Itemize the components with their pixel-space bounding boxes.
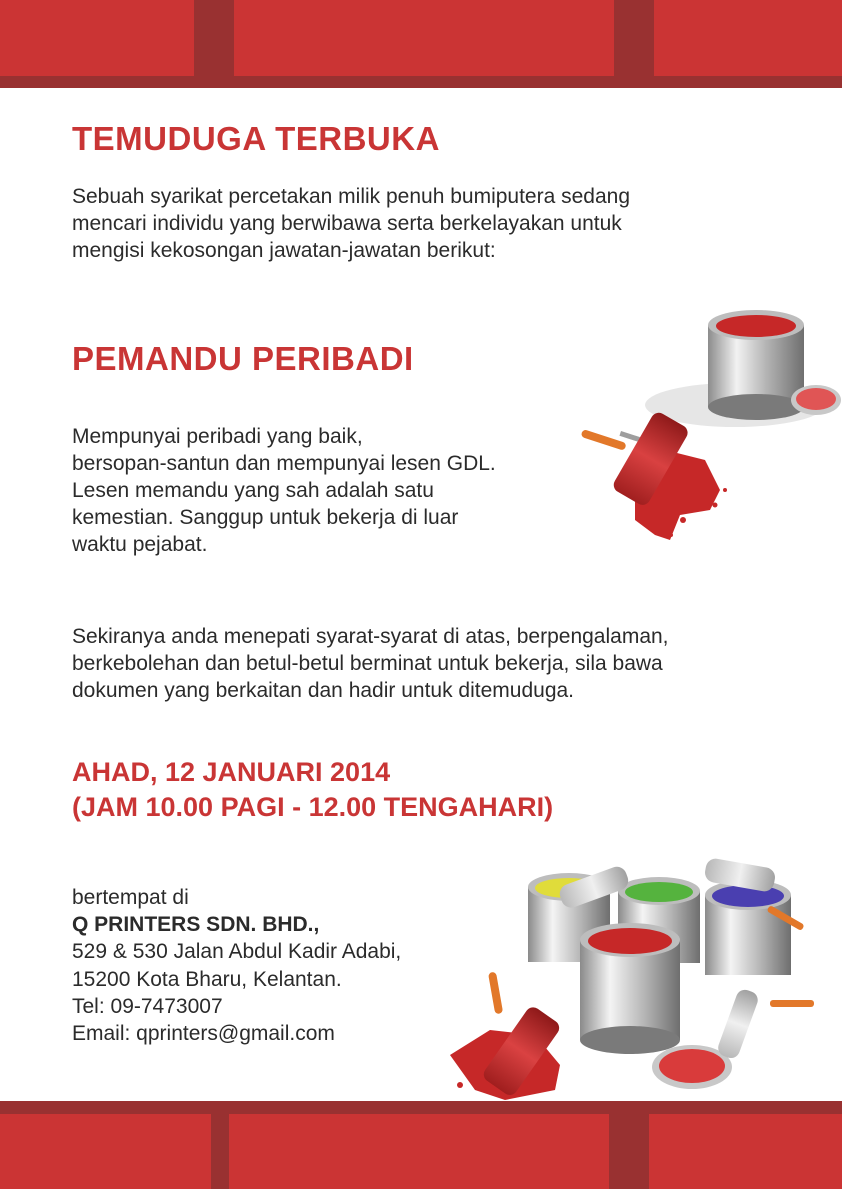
paint-can-with-roller-icon: [575, 295, 842, 555]
interview-date: AHAD, 12 JANUARI 2014: [72, 757, 391, 787]
invitation-paragraph: Sekiranya anda menepati syarat-syarat di atas, berpengalaman, berkebolehan dan betul-betul berminat untuk bekerja, sila bawa dokumen yang berkaitan dan hadir untuk ditemuduga.: [72, 625, 669, 702]
company-name: Q PRINTERS SDN. BHD.,: [72, 913, 320, 937]
header-band-divider: [194, 0, 234, 88]
footer-band-topline: [0, 1101, 842, 1114]
page-title: TEMUDUGA TERBUKA: [72, 120, 440, 157]
paint-cans-group-icon: [440, 855, 842, 1101]
footer-band-divider: [609, 1101, 649, 1189]
interview-time: (JAM 10.00 PAGI - 12.00 TENGAHARI): [72, 792, 554, 822]
intro-paragraph: Sebuah syarikat percetakan milik penuh bumiputera sedang mencari individu yang berwibawa serta berkelayakan untuk mengisi kekosongan jawatan-jawatan berikut:: [72, 185, 631, 262]
position-title: PEMANDU PERIBADI: [72, 340, 414, 377]
header-band-underline: [0, 76, 842, 88]
address-line-2: 15200 Kota Bharu, Kelantan.: [72, 967, 342, 991]
venue-address: [72, 884, 401, 1047]
email: Email: qprinters@gmail.com: [72, 1022, 335, 1046]
header-band-divider: [614, 0, 654, 88]
footer-band-divider: [211, 1101, 229, 1189]
telephone: Tel: 09-7473007: [72, 994, 223, 1018]
venue-label: bertempat di: [72, 886, 189, 909]
top-header-band: [0, 0, 842, 88]
bottom-footer-band: [0, 1101, 842, 1189]
address-line-1: 529 & 530 Jalan Abdul Kadir Adabi,: [72, 940, 402, 964]
position-description: Mempunyai peribadi yang baik, bersopan-santun dan mempunyai lesen GDL. Lesen memandu yang sah adalah satu kemestian. Sanggup untuk bekerja di luar waktu pejabat.: [72, 425, 496, 556]
